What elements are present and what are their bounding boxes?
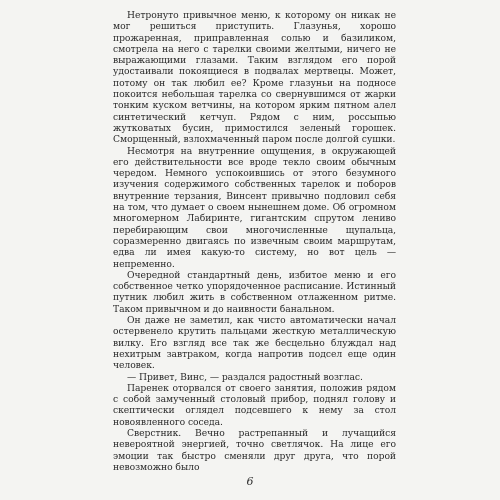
page-number: 6 bbox=[246, 475, 254, 488]
paragraph: Сверстник. Вечно растрепанный и лучащийся невероятной энергией, точно светлячок. На лице его эмоции так быстро сменяли друг друга, что порой невозможно было bbox=[113, 427, 396, 473]
paragraph: Очередной стандартный день, избитое меню и его собственное четко упорядоченное расписание. Истинный путник любил жить в собственном отлаженном ритме. Таком привычном и до наивности банальном. bbox=[113, 269, 396, 315]
paragraph: — Привет, Винс, — раздался радостный возглас. bbox=[127, 371, 363, 383]
paragraph: Он даже не заметил, как чисто автоматически начал остервенело крутить пальцами жесткую металлическую вилку. Его взгляд все так же бесцельно блуждал над нехитрым завтраком, когда напротив подсел еще один человек. bbox=[113, 315, 396, 372]
body-text bbox=[113, 10, 396, 473]
paragraph: Паренек оторвался от своего занятия, положив рядом с собой замученный столовый прибор, поднял голову и скептически оглядел подсевшего к нему за стол новоявленного соседа. bbox=[113, 382, 396, 428]
paragraph: Нетронуто привычное меню, к которому он никак не мог решиться приступить. Глазунья, хорошо прожаренная, приправленная солью и базиликом, смотрела на него с тарелки своими желтыми, ничего не выражающими глазами. Таким взглядом его порой удостаивали покоящиеся в подвалах мертвецы. Может, потому он так любил ее? Кроме глазуньи на подносе покоится небольшая тарелка со свернувшимся от жарки тонким куском ветчины, на котором ярким пятном алел синтетический кетчуп. Рядом с ним, россыпью жутковатых бусин, примостился зеленый горошек. Сморщенный, взлохмаченный паром после долгой сушки. bbox=[113, 10, 396, 146]
paragraph: Несмотря на внутренние ощущения, в окружающей его действительности все вроде текло своим обычным чередом. Немного успокоившись от этого безумного изучения содержимого собственных тарелок и поборов внутренние терзания, Винсент привычно подловил себя на том, что думает о своем нынешнем доме. Об огромном многомерном Лабиринте, гигантским спрутом лениво перебирающим свои многочисленные щупальца, соразмеренно двигаясь по извечным своим маршрутам, едва ли имея какую-то систему, но вот цель — непременно. bbox=[113, 145, 396, 270]
